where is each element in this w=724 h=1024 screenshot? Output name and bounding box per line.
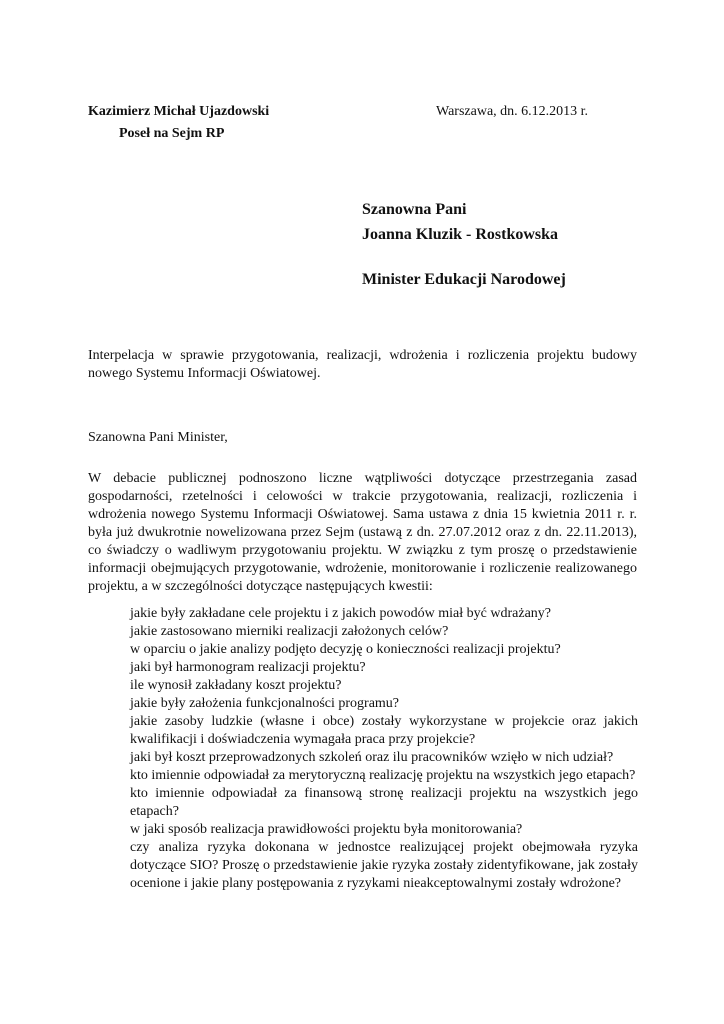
list-item: jakie zastosowano mierniki realizacji założonych celów? bbox=[130, 624, 449, 639]
questions-list bbox=[130, 605, 638, 893]
letter-subject: Interpelacja w sprawie przygotowania, realizacji, wdrożenia i rozliczenia projektu budowy nowego Systemu Informacji Oświatowej. bbox=[88, 348, 637, 381]
letter-date: Warszawa, dn. 6.12.2013 r. bbox=[436, 104, 589, 119]
list-item: jakie zasoby ludzkie (własne i obce) zostały wykorzystane w projekcie oraz jakich kwalifikacji i doświadczenia wymagała praca przy projekcie? bbox=[130, 714, 638, 747]
list-item: jakie były założenia funkcjonalności programu? bbox=[130, 696, 400, 711]
recipient-salutation: Szanowna Pani bbox=[362, 201, 467, 218]
list-item: kto imiennie odpowiadał za finansową stronę realizacji projektu na wszystkich jego etapach? bbox=[130, 786, 638, 819]
list-item: jaki był harmonogram realizacji projektu? bbox=[130, 660, 366, 675]
letter-salutation: Szanowna Pani Minister, bbox=[88, 430, 228, 445]
letter-body: W debacie publicznej podnoszono liczne wątpliwości dotyczące przestrzegania zasad gospodarności, rzetelności i celowości w trakcie przygotowania, realizacji, rozliczenia i wdrożenia nowego Systemu Informacji Oświatowej. Sama ustawa z dnia 15 kwietnia 2011 r. r. była już dwukrotnie nowelizowana przez Sejm (ustawą z dn. 27.07.2012 oraz z dn. 22.11.2013), co świadczy o wadliwym przygotowaniu projektu. W związku z tym proszę o przedstawienie informacji obejmujących przygotowanie, wdrożenie, monitorowanie i rozliczenie realizowanego projektu, a w szczególności dotyczące następujących kwestii: bbox=[88, 471, 637, 594]
recipient-name: Joanna Kluzik - Rostkowska bbox=[362, 226, 559, 243]
list-item: kto imiennie odpowiadał za merytoryczną realizację projektu na wszystkich jego etapach? bbox=[130, 768, 636, 783]
list-item: w jaki sposób realizacja prawidłowości projektu była monitorowania? bbox=[130, 822, 523, 837]
sender-name: Kazimierz Michał Ujazdowski bbox=[88, 104, 270, 119]
sender-title: Poseł na Sejm RP bbox=[119, 126, 225, 141]
list-item: ile wynosił zakładany koszt projektu? bbox=[130, 678, 342, 693]
list-item: czy analiza ryzyka dokonana w jednostce realizującej projekt obejmowała ryzyka dotyczące SIO? Proszę o przedstawienie jakie ryzyka zostały zidentyfikowane, jak zostały ocenione i jakie plany postępowania z ryzykami nieakceptowalnymi zostały wdrożone? bbox=[130, 840, 638, 891]
list-item: jaki był koszt przeprowadzonych szkoleń oraz ilu pracowników wzięło w nich udział? bbox=[130, 750, 614, 765]
list-item: jakie były zakładane cele projektu i z jakich powodów miał być wdrażany? bbox=[130, 606, 551, 621]
recipient-title: Minister Edukacji Narodowej bbox=[362, 271, 566, 288]
list-item: w oparciu o jakie analizy podjęto decyzję o konieczności realizacji projektu? bbox=[130, 642, 561, 657]
